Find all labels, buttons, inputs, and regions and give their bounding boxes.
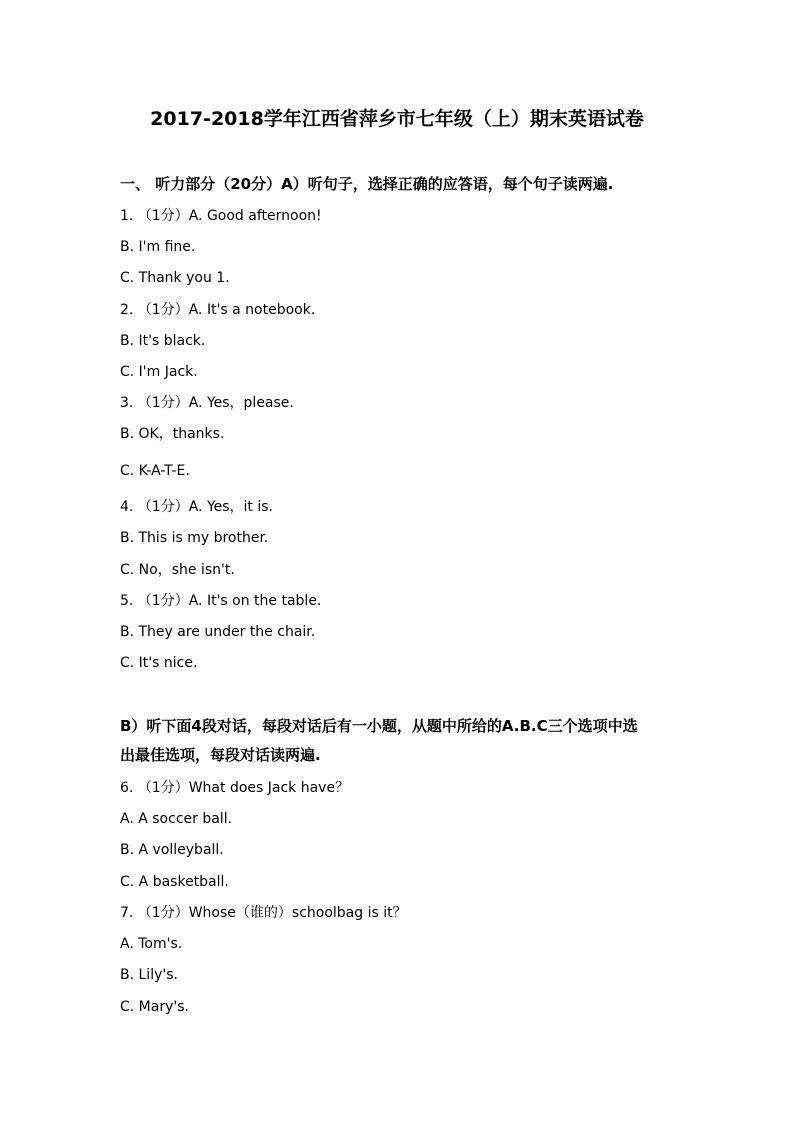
option-line: A. A soccer ball.: [120, 811, 233, 827]
section-heading-listening: 一、 听力部分（20分）A）听句子，选择正确的应答语，每个句子读两遍.: [120, 175, 614, 193]
question-line: 5. （1分）A. It's on the table.: [120, 593, 322, 609]
option-line: B. Lily's.: [120, 967, 178, 983]
option-line: A. Tom's.: [120, 936, 183, 952]
question-line: 4. （1分）A. Yes，it is.: [120, 499, 274, 515]
option-line: C. K-A-T-E.: [120, 463, 190, 479]
option-line: B. I'm fine.: [120, 239, 196, 255]
option-line: C. It's nice.: [120, 655, 198, 671]
question-line: 3. （1分）A. Yes，please.: [120, 395, 294, 411]
option-line: B. This is my brother.: [120, 530, 269, 546]
option-line: C. I'm Jack.: [120, 364, 198, 380]
option-line: B. A volleyball.: [120, 842, 224, 858]
question-line: 2. （1分）A. It's a notebook.: [120, 302, 316, 318]
question-line: 6. （1分）What does Jack have？: [120, 780, 350, 796]
option-line: B. It's black.: [120, 333, 206, 349]
option-line: B. They are under the chair.: [120, 624, 316, 640]
page-title: 2017-2018学年江西省萍乡市七年级（上）期末英语试卷: [150, 108, 644, 130]
option-line: C. Mary's.: [120, 999, 189, 1015]
question-line: 7. （1分）Whose（谁的）schoolbag is it？: [120, 905, 407, 921]
option-line: C. No，she isn't.: [120, 562, 235, 578]
option-line: C. Thank you 1.: [120, 270, 230, 286]
section-heading-b-line1: B）听下面4段对话，每段对话后有一小题，从题中所给的A.B.C三个选项中选: [120, 717, 638, 735]
option-line: C. A basketball.: [120, 874, 229, 890]
question-line: 1. （1分）A. Good afternoon!: [120, 208, 322, 224]
option-line: B. OK，thanks.: [120, 426, 225, 442]
section-heading-b-line2: 出最佳选项，每段对话读两遍.: [120, 746, 321, 764]
